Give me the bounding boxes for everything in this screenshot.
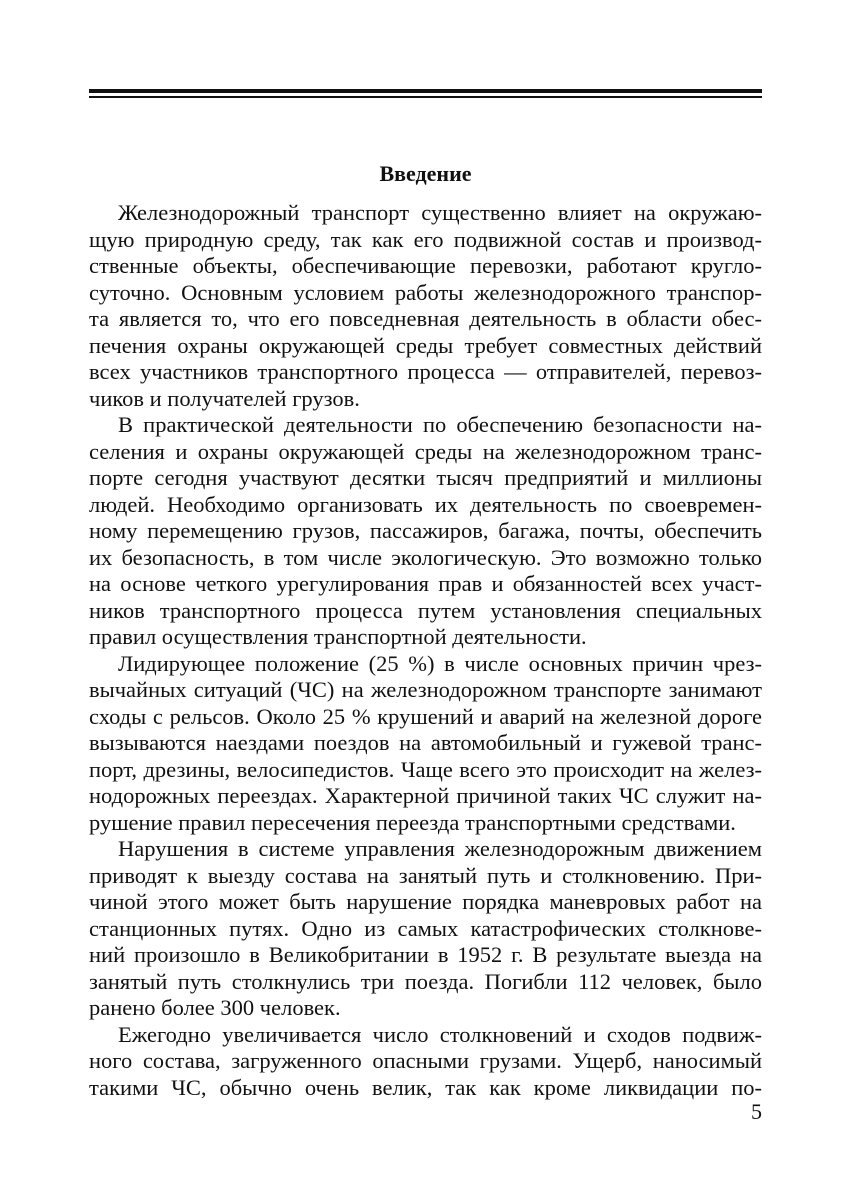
text-line: селения и охраны окружающей среды на железнодорожном транс- [89, 438, 762, 464]
text-line: на основе четкого урегулирования прав и обязанностей всех участ- [89, 571, 762, 596]
text-line: Лидирующее положение (25 %) в числе основных причин чрез- [118, 650, 762, 676]
text-line: рушение правил пересечения переезда транспортными средствами. [89, 809, 736, 835]
text-line: ного состава, загруженного опасными грузами. Ущерб, наносимый [89, 1048, 762, 1073]
text-line: порт, дрезины, велосипедистов. Чаще всего это происходит на желез- [89, 756, 762, 782]
text-line: щую природную среду, так как его подвижной состав и производ- [89, 226, 762, 252]
paragraph-2 [89, 412, 762, 651]
text-line: вызываются наездами поездов на автомобильный и гужевой транс- [89, 730, 762, 755]
text-line: занятый путь столкнулись три поезда. Погибли 112 человек, было [89, 968, 762, 994]
text-line: суточно. Основным условием работы железнодорожного транспор- [89, 279, 762, 305]
text-line: всех участников транспортного процесса — отправителей, перевоз- [89, 359, 762, 384]
text-line: ников транспортного процесса путем установления специальных [89, 597, 762, 623]
text-line: их безопасность, в том числе экологическую. Это возможно только [89, 544, 762, 570]
text-line: порте сегодня участвуют десятки тысяч предприятий и миллионы [89, 465, 762, 490]
header-rule-thick [89, 89, 762, 93]
section-heading: Введение [379, 161, 472, 186]
text-line: приводят к выезду состава на занятый путь и столкновению. При- [89, 862, 762, 888]
text-line: ственные объекты, обеспечивающие перевозки, работают кругло- [89, 253, 762, 278]
text-line: нодорожных переездах. Характерной причиной таких ЧС служит на- [89, 783, 762, 808]
text-line: чиков и получателей грузов. [89, 385, 360, 411]
text-line: печения охраны окружающей среды требует совместных действий [89, 332, 762, 358]
paragraph-5 [89, 1022, 762, 1102]
text-line: та является то, что его повседневная деятельность в области обес- [89, 306, 762, 331]
text-line: сходы с рельсов. Около 25 % крушений и аварий на железной дороге [89, 703, 762, 729]
text-line: Железнодорожный транспорт существенно влияет на окружаю- [118, 200, 762, 225]
text-line: чиной этого может быть нарушение порядка маневровых работ на [89, 889, 762, 914]
paragraph-3 [89, 651, 762, 837]
text-line: правил осуществления транспортной деятельности. [89, 624, 587, 649]
text-line: ранено более 300 человек. [89, 995, 341, 1020]
paragraph-1 [89, 200, 762, 412]
header-rule-thin [89, 96, 762, 98]
text-line: людей. Необходимо организовать их деятельность по своевремен- [89, 491, 762, 517]
paragraph-4 [89, 836, 762, 1022]
text-line: станционных путях. Одно из самых катастрофических столкнове- [89, 915, 762, 941]
text-line: такими ЧС, обычно очень велик, так как кроме ликвидации по- [89, 1074, 762, 1100]
text-line: Ежегодно увеличивается число столкновений и сходов подвиж- [118, 1021, 762, 1047]
text-line: ний произошло в Великобритании в 1952 г. В результате выезда на [89, 942, 762, 967]
text-line: вычайных ситуаций (ЧС) на железнодорожном транспорте занимают [89, 677, 762, 702]
page-number: 5 [751, 1099, 762, 1124]
text-line: В практической деятельности по обеспечению безопасности на- [118, 412, 762, 437]
text-line: Нарушения в системе управления железнодорожным движением [118, 836, 762, 861]
text-line: ному перемещению грузов, пассажиров, багажа, почты, обеспечить [89, 518, 762, 543]
body-text [89, 200, 762, 1101]
